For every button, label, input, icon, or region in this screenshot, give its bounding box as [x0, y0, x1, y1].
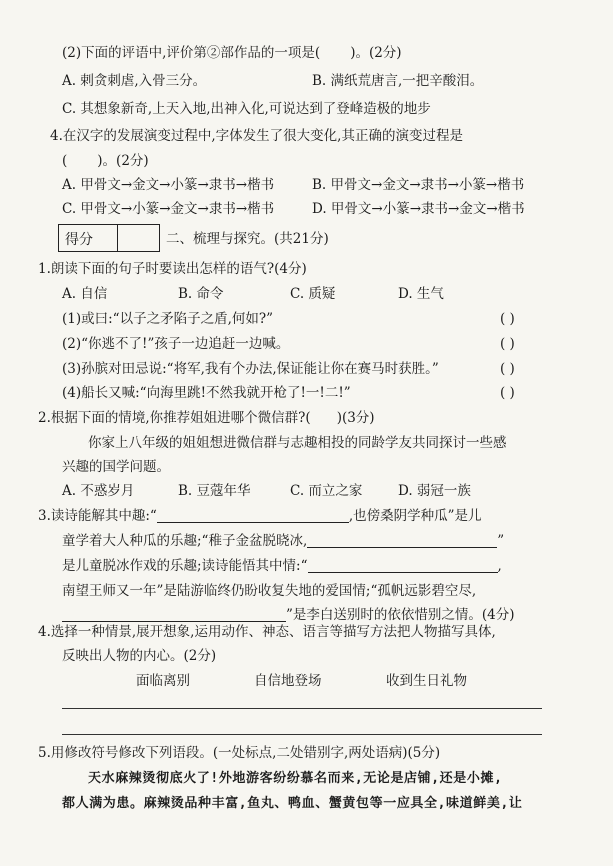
q3-2-option-c: C. 其想象新奇,上天入地,出神入化,可说达到了登峰造极的地步 [62, 101, 431, 117]
s1-option-c: C. 质疑 [290, 286, 336, 302]
s3-blank-1[interactable] [157, 508, 349, 523]
s2-option-b: B. 豆蔻年华 [178, 483, 251, 499]
s3-line4: 南望王师又一年”是陆游临终仍盼收复失地的爱国情;“孤帆远影碧空尽, [62, 583, 477, 599]
s5-stem: 5.用修改符号修改下列语段。(一处标点,二处错别字,两处语病)(5分) [38, 745, 441, 761]
s4-line1: 4.选择一种情景,展开想象,运用动作、神态、语言等描写方法把人物描写具体, [38, 624, 496, 640]
s1-item-2-answer[interactable]: ( ) [500, 336, 515, 352]
s2-option-d: D. 弱冠一族 [398, 483, 471, 499]
q4-paren: ( )。(2分) [62, 153, 149, 169]
s2-stem: 2.根据下面的情境,你推荐姐姐进哪个微信群?( )(3分) [38, 410, 375, 426]
q4-stem: 4.在汉字的发展演变过程中,字体发生了很大变化,其正确的演变过程是 [50, 128, 463, 144]
score-box [58, 224, 160, 252]
q3-2-option-a: A. 剌贪刺虐,入骨三分。 [62, 73, 207, 89]
s1-option-d: D. 生气 [398, 286, 444, 302]
s1-item-1: (1)或曰:“以子之矛陷子之盾,何如?” [62, 311, 274, 327]
s4-line2: 反映出人物的内心。(2分) [62, 648, 217, 664]
s1-item-2: (2)“你逃不了!”孩子一边追赶一边喊。 [62, 336, 290, 352]
s3-line5: ”是李白送别时的依依惜别之情。(4分) [62, 606, 515, 624]
s1-item-1-answer[interactable]: ( ) [500, 311, 515, 327]
q4-option-d: D. 甲骨文→小篆→隶书→金文→楷书 [312, 201, 525, 217]
s2-option-c: C. 而立之家 [290, 483, 363, 499]
s1-option-b: B. 命令 [178, 286, 224, 302]
s2-option-a: A. 不惑岁月 [62, 483, 135, 499]
s1-item-3: (3)孙膑对田忌说:“将军,我有个办法,保证能让你在赛马时获胜。” [62, 361, 439, 377]
s3-blank-4[interactable] [62, 607, 286, 622]
answer-line-2[interactable] [62, 734, 542, 735]
s1-item-4: (4)船长又喊:“向海里跳!不然我就开枪了!一!二!” [62, 385, 351, 401]
s1-option-a: A. 自信 [62, 286, 108, 302]
scene-option-birthday-gift: 收到生日礼物 [386, 673, 467, 689]
s3-line1: 3.读诗能解其中趣:“ ,也傍桑阴学种瓜”是儿 [38, 508, 482, 524]
s1-item-4-answer[interactable]: ( ) [500, 385, 515, 401]
s3-line2: 童学着大人种瓜的乐趣;“稚子金盆脱晓冰, ” [62, 533, 505, 549]
s2-context-line1: 你家上八年级的姐姐想进微信群与志趣相投的同龄学友共同探讨一些感 [88, 435, 507, 451]
s5-paragraph-line2: 都人满为患。麻辣烫品种丰富,鱼丸、鸭血、蟹黄包等一应具全,味道鲜美,让 [62, 796, 523, 811]
s3-blank-3[interactable] [308, 558, 498, 573]
s5-paragraph-line1: 天水麻辣烫彻底火了!外地游客纷纷慕名而来,无论是店铺,还是小摊, [88, 771, 503, 786]
score-label: 得分 [65, 232, 93, 248]
s3-blank-2[interactable] [307, 533, 497, 548]
scene-option-farewell: 面临离别 [136, 673, 190, 689]
s1-stem: 1.朗读下面的句子时要读出怎样的语气?(4分) [38, 261, 307, 277]
q4-option-c: C. 甲骨文→小篆→金文→隶书→楷书 [62, 201, 275, 217]
q3-2-stem: (2)下面的评语中,评价第②部作品的一项是( )。(2分) [62, 45, 402, 61]
scene-option-confident-entrance: 自信地登场 [254, 673, 322, 689]
q4-option-a: A. 甲骨文→金文→小篆→隶书→楷书 [62, 177, 275, 193]
score-box-divider [117, 225, 118, 251]
s2-context-line2: 兴趣的国学问题。 [62, 459, 170, 475]
s1-item-3-answer[interactable]: ( ) [500, 361, 515, 377]
q3-2-option-b: B. 满纸荒唐言,一把辛酸泪。 [312, 73, 484, 89]
answer-line-1[interactable] [62, 708, 542, 709]
s3-line3: 是儿童脱冰作戏的乐趣;读诗能悟其中情:“ , [62, 558, 502, 574]
q4-option-b: B. 甲骨文→金文→隶书→小篆→楷书 [312, 177, 525, 193]
section-title: 二、梳理与探究。(共21分) [166, 231, 329, 247]
